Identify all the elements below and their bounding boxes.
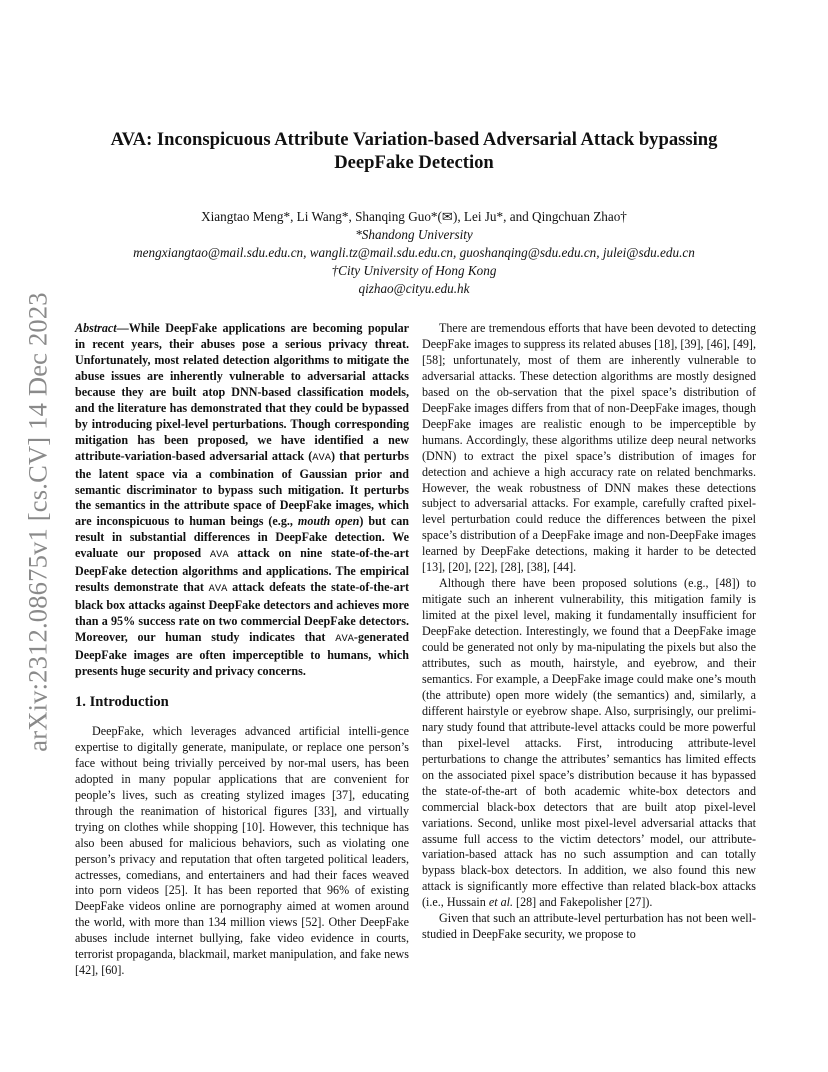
abstract-text-1: —While DeepFake applications are becoming popular in recent years, their abuses pose a serious privacy threat. Unfortunately, most related detection algorithms to mitigate the abuse issues are inherently vulnerable to adversarial attacks because they are built atop DNN-based classification models, and the literature has demonstrated that they could be bypassed by introducing pixel-level perturbations. Though corresponding mitigation has been proposed, we have identified a new attribute-variation-based adversarial attack ( <box>75 321 409 463</box>
abstract-code-3: AVA <box>208 583 228 596</box>
right-column <box>422 321 756 943</box>
right-paragraph-3: Given that such an attribute-level perturbation has not been well-studied in DeepFake security, we propose to <box>422 911 756 942</box>
left-column <box>75 321 409 979</box>
right-paragraph-1: There are tremendous efforts that have been devoted to detecting DeepFake images to suppress its related abuses [18], [39], [46], [49], [58]; unfortunately, most of them are inherently vulnerable to adversarial attacks. These detection algorithms are mostly designed based on the ob-servation that the pixel space’s distribution of DeepFake images differs from that of non-DeepFake images, though DeepFake images are realistic enough to be imperceptible by humans. Accordingly, these algorithms utilize deep neural networks (DNN) to extract the pixel space’s distribution of images for detection and achieve a high accuracy rate on related benchmarks. However, the weak robustness of DNN makes these detections subject to adversarial attacks. For example, carefully crafted pixel-level perturbation could reduce the differences between the pixel space’s distribution of a DeepFake image and non-DeepFake images learned by DeepFake detections, making it harder to be detected [13], [20], [22], [28], [38], [44]. <box>422 321 756 575</box>
right-paragraph-2-text-b: [28] and Fakepolisher [27]). <box>513 895 653 910</box>
affiliation-2: †City University of Hong Kong <box>331 263 497 278</box>
abstract-text-4: attack on nine state-of-the-art DeepFake detection algorithms and applications. The empirical results demonstrate that <box>75 546 409 595</box>
abstract-code-2: AVA <box>209 549 229 562</box>
emails-1: mengxiangtao@mail.sdu.edu.cn, wangli.tz@mail.sdu.edu.cn, guoshanqing@sdu.edu.cn, julei@sdu.edu.cn <box>133 245 695 260</box>
title-line-2: DeepFake Detection <box>334 152 494 173</box>
section-heading-introduction: 1. Introduction <box>75 693 169 710</box>
abstract-text-3: ) but can result in substantial differences in DeepFake detection. We evaluate our proposed <box>75 514 409 561</box>
author-block <box>90 208 738 298</box>
affiliation-1: *Shandong University <box>355 227 473 242</box>
abstract-code-1: AVA <box>312 451 331 464</box>
abstract-code-4: AVA <box>335 633 354 646</box>
right-paragraph-2-emphasis: et al. <box>488 895 514 910</box>
title-line-1: AVA: Inconspicuous Attribute Variation-based Adversarial Attack bypassing <box>110 129 718 150</box>
abstract-label: Abstract <box>75 321 117 335</box>
abstract-text-2: ) that perturbs the latent space via a combination of Gaussian prior and semantic discriminator to bypass such mitigation. It perturbs the semantics in the attribute space of DeepFake images, which are inconspicuous to human beings (e.g., <box>75 448 409 529</box>
right-paragraph-2-text-a: Although there have been proposed solutions (e.g., [48]) to mitigate such an inherent vulnerability, this mitigation family is limited at the pixel level, making it fundamentally insufficient for DeepFake detection. Interestingly, we found that a DeepFake image could be generated not only by ma-nipulating the pixels but also the attributes, such as mouth, hairstyle, and eyebrow, and their semantics. For example, a DeepFake image could make one’s mouth (the attribute) open more widely (the semantics) and, similarly, a different hairstyle or eyebrow shape. Also, surprisingly, our prelimi-nary study found that attribute-level attacks could be more powerful than pixel-level attacks. First, introducing attribute-level perturbations to change the attributes’ semantics has limited effects on the associated pixel space’s distribution because it has bypassed the state-of-the-art of both academic white-box detectors and commercial black-box detectors that are built atop pixel-level variations. Second, unlike most pixel-level adversarial attacks that assume full access to the victim detectors’ model, our attribute-variation-based attack has no such assumption and can totally bypass black-box detectors. In addition, we also found this new attack is significantly more effective than related black-box attacks (i.e., Hussain <box>422 576 756 910</box>
intro-paragraph-1: DeepFake, which leverages advanced artificial intelli-gence expertise to digitally generate, manipulate, or replace one person’s face without being trivially perceived by nor-mal users, has been adopted in many popular applications that are convenient for people’s lives, such as creating stylized images [37], educating through the reanimation of historical figures [33], and virtually trying on clothes while shopping [10]. However, this technique has also been abused for malicious behaviors, such as violating one person’s privacy and reputation that often targeted political leaders, actresses, comedians, and entertainers and had their faces weaved into porn videos [25]. It has been reported that 96% of existing DeepFake videos online are pornography aimed at women around the world, with more than 134 million views [52]. Other DeepFake abuses include internet bullying, fake video evidence in courts, terrorist propaganda, blackmail, market manipulation, and fake news [42], [60]. <box>75 723 409 978</box>
right-paragraph-2 <box>422 576 756 911</box>
abstract-text-6: -generated DeepFake images are often imperceptible to humans, which presents huge security and privacy concerns. <box>75 630 409 679</box>
emails-2: qizhao@cityu.edu.hk <box>358 281 470 296</box>
abstract <box>75 321 409 680</box>
paper-title <box>90 128 738 174</box>
abstract-emphasis: mouth open <box>297 514 360 529</box>
arxiv-stamp-text: arXiv:2312.08675v1 [cs.CV] 14 Dec 2023 <box>22 291 53 752</box>
author-names: Xiangtao Meng*, Li Wang*, Shanqing Guo*(✉), Lei Ju*, and Qingchuan Zhao† <box>201 209 627 224</box>
arxiv-stamp <box>22 283 54 760</box>
abstract-text-5: attack defeats the state-of-the-art black box attacks against DeepFake detectors and achieves more than a 95% success rate on two commercial DeepFake detectors. Moreover, our human study indicates that <box>75 580 409 645</box>
